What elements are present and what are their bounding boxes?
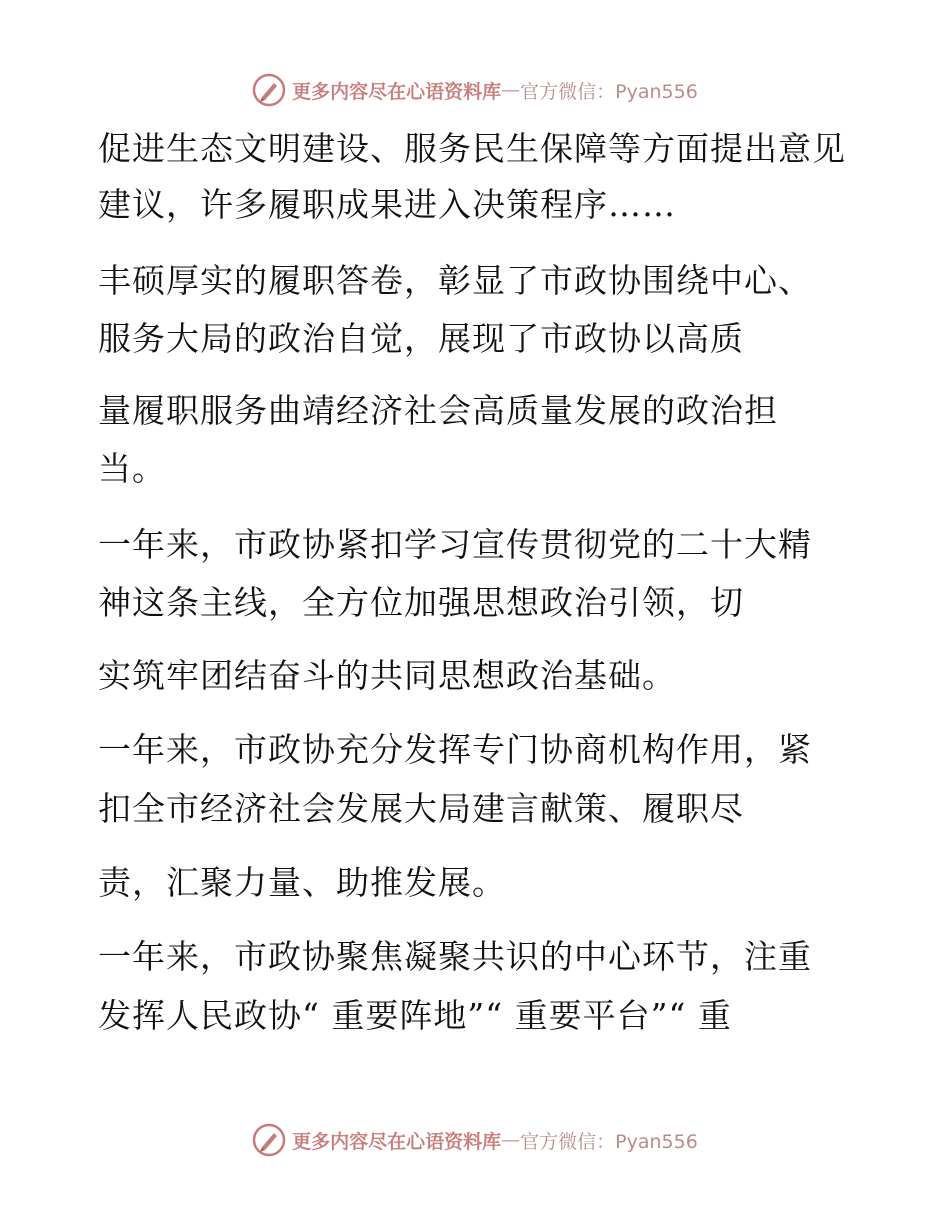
- body-line: 实筑牢团结奋斗的共同思想政治基础。: [98, 656, 676, 695]
- watermark-dash: —: [501, 79, 521, 101]
- footer-watermark: [0, 1120, 950, 1160]
- watermark-main-text: 更多内容尽在心语资料库: [292, 1130, 502, 1153]
- body-line: 建议，许多履职成果进入决策程序……: [98, 185, 676, 224]
- watermark-wechat-text: 官方微信：Pyan556: [520, 1130, 698, 1153]
- body-line: 发挥人民政协“ 重要阵地”“ 重要平台”“ 重: [98, 996, 732, 1035]
- body-line: 服务大局的政治自觉，展现了市政协以高质: [98, 319, 744, 358]
- body-line: 一年来，市政协充分发挥专门协商机构作用，紧: [98, 730, 812, 769]
- body-line: 当。: [98, 449, 166, 488]
- watermark-main-text: 更多内容尽在心语资料库: [292, 80, 502, 103]
- header-watermark: [0, 70, 950, 110]
- body-line: 量履职服务曲靖经济社会高质量发展的政治担: [98, 391, 778, 430]
- watermark-dash: —: [501, 1129, 521, 1151]
- body-line: 促进生态文明建设、服务民生保障等方面提出意见: [98, 129, 846, 168]
- body-line: 责，汇聚力量、助推发展。: [98, 863, 506, 902]
- body-line: 神这条主线，全方位加强思想政治引领，切: [98, 583, 744, 622]
- pen-logo-icon: [252, 1123, 286, 1157]
- body-line: 一年来，市政协聚焦凝聚共识的中心环节，注重: [98, 937, 812, 976]
- body-line: 扣全市经济社会发展大局建言献策、履职尽: [98, 789, 744, 828]
- body-line: 一年来，市政协紧扣学习宣传贯彻党的二十大精: [98, 525, 812, 564]
- pen-logo-icon: [252, 73, 286, 107]
- body-line: 丰硕厚实的履职答卷，彰显了市政协围绕中心、: [98, 261, 812, 300]
- watermark-wechat-text: 官方微信：Pyan556: [520, 80, 698, 103]
